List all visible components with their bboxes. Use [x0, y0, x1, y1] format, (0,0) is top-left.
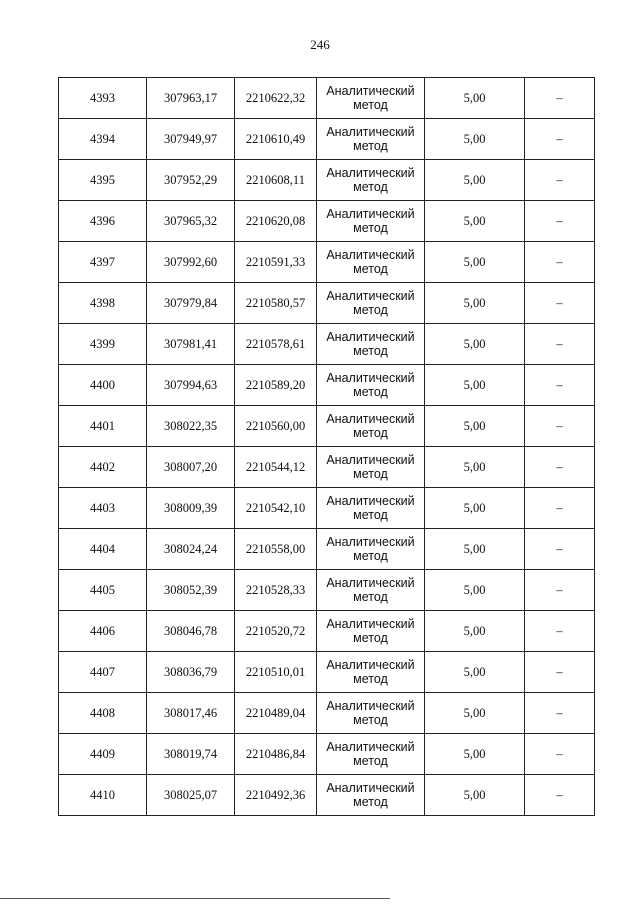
point-number-cell: 4396: [59, 201, 147, 242]
table-row: [59, 652, 595, 693]
accuracy-cell: 5,00: [425, 78, 525, 119]
y-coordinate-cell: 2210510,01: [235, 652, 317, 693]
note-cell: –: [525, 611, 595, 652]
note-cell: –: [525, 570, 595, 611]
method-line-2: метод: [353, 385, 388, 399]
table-row: [59, 283, 595, 324]
x-coordinate-cell: 308007,20: [147, 447, 235, 488]
method-line-2: метод: [353, 713, 388, 727]
accuracy-cell: 5,00: [425, 283, 525, 324]
x-coordinate-cell: 308046,78: [147, 611, 235, 652]
coordinates-table: [58, 77, 595, 816]
method-line-2: метод: [353, 795, 388, 809]
x-coordinate-cell: 308024,24: [147, 529, 235, 570]
table-row: [59, 734, 595, 775]
method-line-1: Аналитический: [326, 84, 415, 98]
method-line-1: Аналитический: [326, 166, 415, 180]
accuracy-cell: 5,00: [425, 365, 525, 406]
note-cell: –: [525, 529, 595, 570]
x-coordinate-cell: 308025,07: [147, 775, 235, 816]
point-number-cell: 4408: [59, 693, 147, 734]
method-line-2: метод: [353, 508, 388, 522]
accuracy-cell: 5,00: [425, 324, 525, 365]
method-cell: [317, 570, 425, 611]
method-line-2: метод: [353, 426, 388, 440]
table-row: [59, 324, 595, 365]
method-line-2: метод: [353, 262, 388, 276]
x-coordinate-cell: 308019,74: [147, 734, 235, 775]
method-cell: [317, 283, 425, 324]
y-coordinate-cell: 2210486,84: [235, 734, 317, 775]
bottom-rule: [0, 898, 390, 899]
table-body: [59, 78, 595, 816]
method-line-1: Аналитический: [326, 658, 415, 672]
y-coordinate-cell: 2210589,20: [235, 365, 317, 406]
table-row: [59, 78, 595, 119]
point-number-cell: 4395: [59, 160, 147, 201]
note-cell: –: [525, 652, 595, 693]
note-cell: –: [525, 78, 595, 119]
method-line-1: Аналитический: [326, 617, 415, 631]
page-number: 246: [310, 37, 330, 52]
accuracy-cell: 5,00: [425, 693, 525, 734]
y-coordinate-cell: 2210591,33: [235, 242, 317, 283]
x-coordinate-cell: 307992,60: [147, 242, 235, 283]
method-line-1: Аналитический: [326, 453, 415, 467]
method-cell: [317, 693, 425, 734]
method-line-2: метод: [353, 467, 388, 481]
method-cell: [317, 201, 425, 242]
x-coordinate-cell: 307981,41: [147, 324, 235, 365]
method-cell: [317, 447, 425, 488]
y-coordinate-cell: 2210608,11: [235, 160, 317, 201]
x-coordinate-cell: 307952,29: [147, 160, 235, 201]
x-coordinate-cell: 308036,79: [147, 652, 235, 693]
point-number-cell: 4398: [59, 283, 147, 324]
accuracy-cell: 5,00: [425, 160, 525, 201]
method-line-2: метод: [353, 549, 388, 563]
method-line-2: метод: [353, 221, 388, 235]
method-line-2: метод: [353, 754, 388, 768]
y-coordinate-cell: 2210520,72: [235, 611, 317, 652]
point-number-cell: 4407: [59, 652, 147, 693]
accuracy-cell: 5,00: [425, 611, 525, 652]
point-number-cell: 4403: [59, 488, 147, 529]
accuracy-cell: 5,00: [425, 201, 525, 242]
table-row: [59, 447, 595, 488]
point-number-cell: 4394: [59, 119, 147, 160]
note-cell: –: [525, 406, 595, 447]
accuracy-cell: 5,00: [425, 652, 525, 693]
x-coordinate-cell: 308052,39: [147, 570, 235, 611]
method-cell: [317, 652, 425, 693]
note-cell: –: [525, 365, 595, 406]
note-cell: –: [525, 447, 595, 488]
point-number-cell: 4404: [59, 529, 147, 570]
y-coordinate-cell: 2210558,00: [235, 529, 317, 570]
y-coordinate-cell: 2210542,10: [235, 488, 317, 529]
method-cell: [317, 365, 425, 406]
accuracy-cell: 5,00: [425, 447, 525, 488]
note-cell: –: [525, 324, 595, 365]
accuracy-cell: 5,00: [425, 242, 525, 283]
y-coordinate-cell: 2210622,32: [235, 78, 317, 119]
y-coordinate-cell: 2210580,57: [235, 283, 317, 324]
method-line-2: метод: [353, 98, 388, 112]
method-line-1: Аналитический: [326, 740, 415, 754]
method-line-1: Аналитический: [326, 289, 415, 303]
note-cell: –: [525, 283, 595, 324]
accuracy-cell: 5,00: [425, 734, 525, 775]
method-line-1: Аналитический: [326, 248, 415, 262]
y-coordinate-cell: 2210489,04: [235, 693, 317, 734]
method-cell: [317, 488, 425, 529]
method-line-1: Аналитический: [326, 535, 415, 549]
note-cell: –: [525, 201, 595, 242]
y-coordinate-cell: 2210578,61: [235, 324, 317, 365]
table-row: [59, 611, 595, 652]
table-row: [59, 406, 595, 447]
point-number-cell: 4399: [59, 324, 147, 365]
method-line-2: метод: [353, 590, 388, 604]
x-coordinate-cell: 307979,84: [147, 283, 235, 324]
method-cell: [317, 529, 425, 570]
point-number-cell: 4402: [59, 447, 147, 488]
accuracy-cell: 5,00: [425, 529, 525, 570]
note-cell: –: [525, 734, 595, 775]
method-line-2: метод: [353, 180, 388, 194]
method-line-1: Аналитический: [326, 371, 415, 385]
note-cell: –: [525, 160, 595, 201]
method-cell: [317, 734, 425, 775]
note-cell: –: [525, 488, 595, 529]
accuracy-cell: 5,00: [425, 570, 525, 611]
y-coordinate-cell: 2210528,33: [235, 570, 317, 611]
x-coordinate-cell: 307949,97: [147, 119, 235, 160]
method-cell: [317, 611, 425, 652]
table-row: [59, 119, 595, 160]
point-number-cell: 4410: [59, 775, 147, 816]
table-row: [59, 201, 595, 242]
accuracy-cell: 5,00: [425, 406, 525, 447]
method-line-1: Аналитический: [326, 699, 415, 713]
method-line-1: Аналитический: [326, 207, 415, 221]
y-coordinate-cell: 2210610,49: [235, 119, 317, 160]
method-cell: [317, 242, 425, 283]
table-row: [59, 365, 595, 406]
y-coordinate-cell: 2210544,12: [235, 447, 317, 488]
x-coordinate-cell: 308009,39: [147, 488, 235, 529]
y-coordinate-cell: 2210560,00: [235, 406, 317, 447]
method-cell: [317, 119, 425, 160]
accuracy-cell: 5,00: [425, 119, 525, 160]
note-cell: –: [525, 242, 595, 283]
point-number-cell: 4405: [59, 570, 147, 611]
table-row: [59, 693, 595, 734]
method-line-1: Аналитический: [326, 576, 415, 590]
table-row: [59, 488, 595, 529]
point-number-cell: 4397: [59, 242, 147, 283]
method-cell: [317, 775, 425, 816]
method-line-2: метод: [353, 672, 388, 686]
table-row: [59, 775, 595, 816]
point-number-cell: 4406: [59, 611, 147, 652]
point-number-cell: 4409: [59, 734, 147, 775]
y-coordinate-cell: 2210492,36: [235, 775, 317, 816]
y-coordinate-cell: 2210620,08: [235, 201, 317, 242]
method-line-1: Аналитический: [326, 494, 415, 508]
method-line-1: Аналитический: [326, 781, 415, 795]
method-cell: [317, 160, 425, 201]
table-row: [59, 529, 595, 570]
table-row: [59, 570, 595, 611]
method-line-2: метод: [353, 303, 388, 317]
accuracy-cell: 5,00: [425, 775, 525, 816]
accuracy-cell: 5,00: [425, 488, 525, 529]
table-row: [59, 242, 595, 283]
x-coordinate-cell: 307963,17: [147, 78, 235, 119]
method-cell: [317, 406, 425, 447]
x-coordinate-cell: 308022,35: [147, 406, 235, 447]
x-coordinate-cell: 308017,46: [147, 693, 235, 734]
note-cell: –: [525, 775, 595, 816]
note-cell: –: [525, 693, 595, 734]
point-number-cell: 4400: [59, 365, 147, 406]
method-line-1: Аналитический: [326, 125, 415, 139]
method-line-1: Аналитический: [326, 330, 415, 344]
method-line-1: Аналитический: [326, 412, 415, 426]
method-line-2: метод: [353, 631, 388, 645]
point-number-cell: 4401: [59, 406, 147, 447]
method-line-2: метод: [353, 344, 388, 358]
method-line-2: метод: [353, 139, 388, 153]
point-number-cell: 4393: [59, 78, 147, 119]
note-cell: –: [525, 119, 595, 160]
x-coordinate-cell: 307965,32: [147, 201, 235, 242]
table-row: [59, 160, 595, 201]
method-cell: [317, 78, 425, 119]
x-coordinate-cell: 307994,63: [147, 365, 235, 406]
method-cell: [317, 324, 425, 365]
